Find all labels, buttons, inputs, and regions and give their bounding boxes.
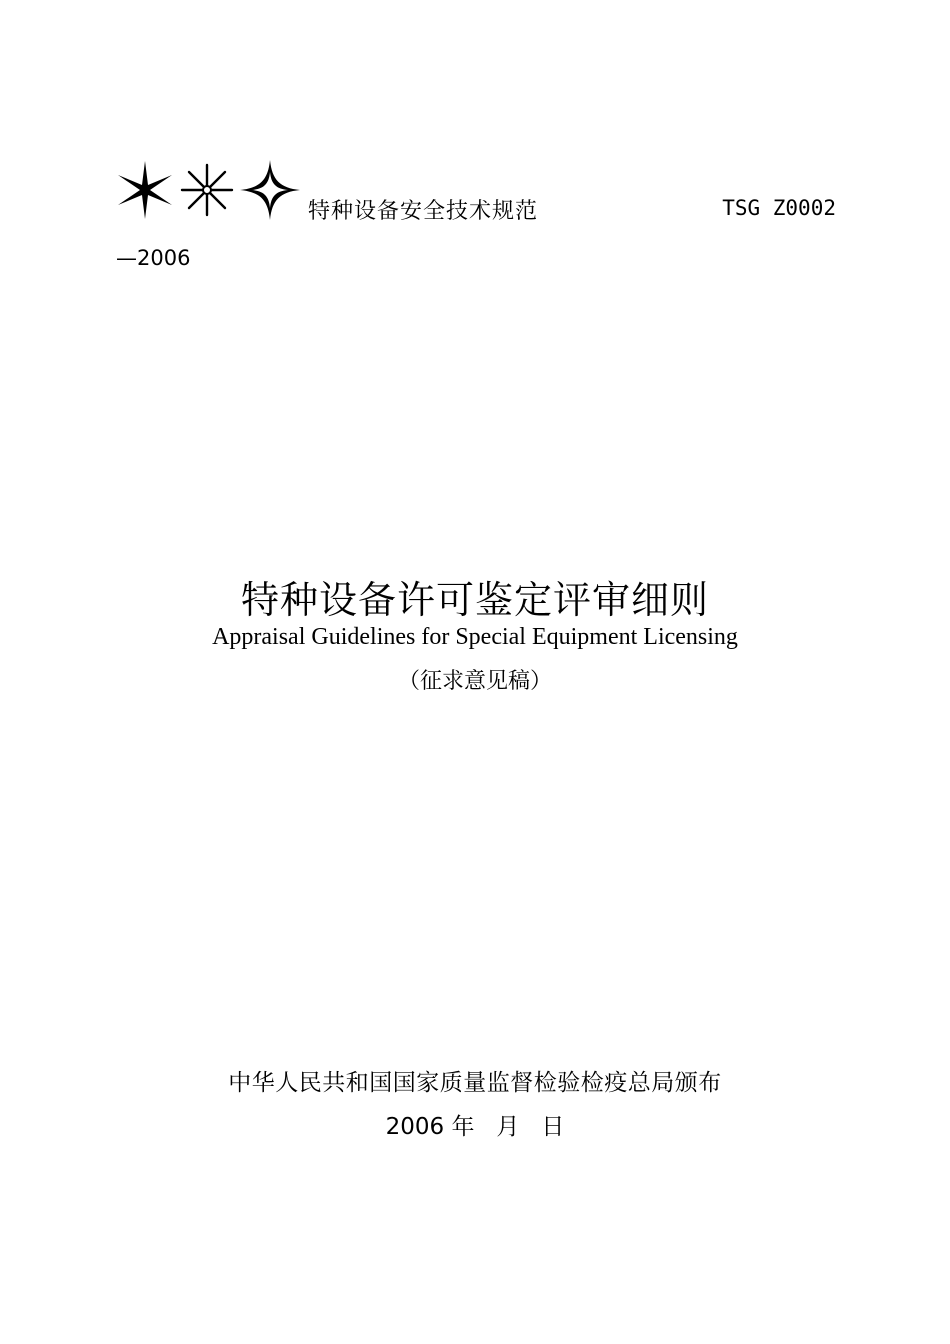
standard-series-name: 特种设备安全技术规范 [308, 199, 539, 224]
draft-status-note: （征求意见稿） [397, 669, 552, 694]
sparkle-asterisk-icon [178, 161, 236, 219]
standard-year: —2006 [116, 246, 191, 270]
standard-logo [114, 158, 302, 222]
six-point-asterisk-icon [114, 159, 176, 221]
issuing-authority: 中华人民共和国国家质量监督检验检疫总局颁布 [228, 1070, 722, 1096]
header-row [114, 158, 844, 228]
standard-code: TSG Z0002 [722, 196, 836, 220]
four-point-star-icon [238, 158, 302, 222]
issue-date: 2006 年 月 日 [385, 1114, 565, 1140]
document-title-chinese: 特种设备许可鉴定评审细则 [240, 578, 709, 622]
document-title-english: Appraisal Guidelines for Special Equipment Licensing [212, 624, 738, 650]
